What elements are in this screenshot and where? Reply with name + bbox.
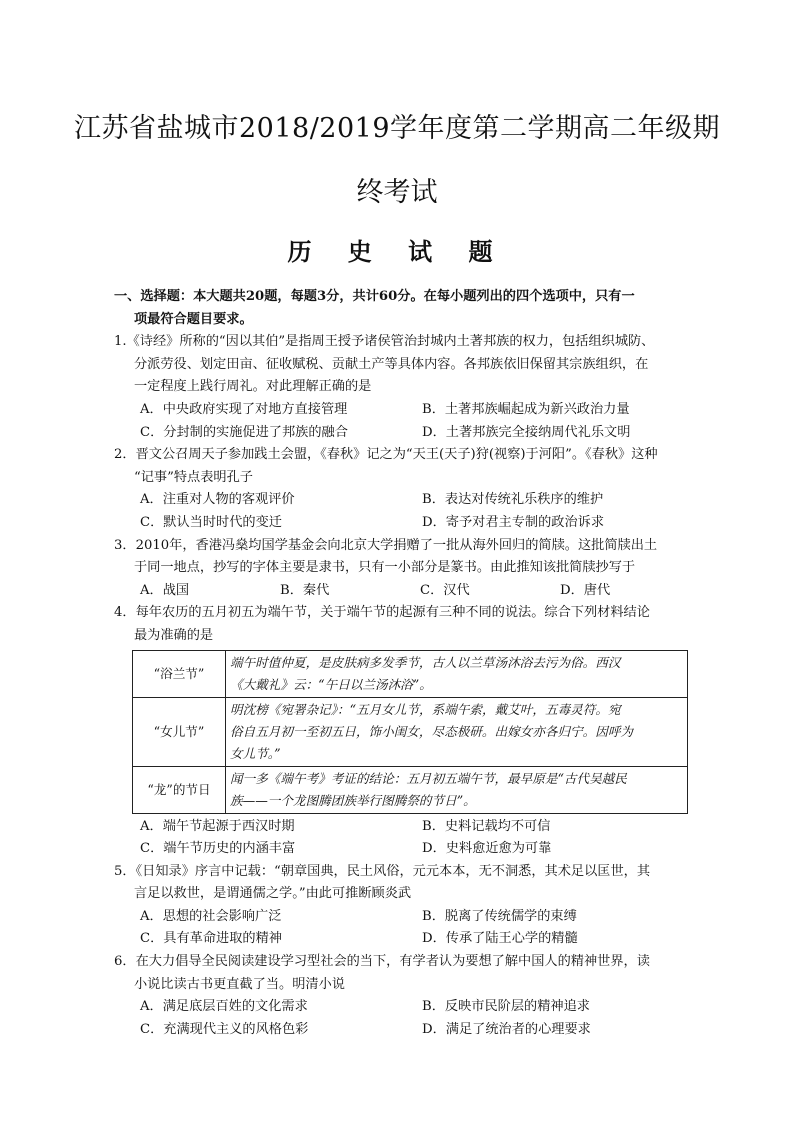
option-d[interactable]: D．土著邦族完全接纳周代礼乐文明 xyxy=(422,424,631,440)
question-1 xyxy=(114,331,688,444)
question-stem: 1.《诗经》所称的“因以其伯”是指周王授予诸侯管治封城内土著邦族的权力，包括组织城防、 xyxy=(114,334,655,350)
question-stem: 最为准确的是 xyxy=(134,627,214,643)
question-stem: 言足以救世，是谓通儒之学。”由此可推断顾炎武 xyxy=(134,886,412,902)
option-b[interactable]: B．秦代 xyxy=(280,582,330,598)
question-2 xyxy=(114,444,688,534)
row-label: “龙”的节日 xyxy=(133,766,226,813)
option-d[interactable]: D．寄予对君主专制的政治诉求 xyxy=(422,514,605,530)
question-stem: 一定程度上践行周礼。对此理解正确的是 xyxy=(134,379,372,395)
table-row xyxy=(133,697,688,766)
option-a[interactable]: A．中央政府实现了对地方直接管理 xyxy=(140,401,348,417)
option-c[interactable]: C．默认当时时代的变迁 xyxy=(140,514,282,530)
option-row xyxy=(114,512,688,535)
subject-title: 历 史 试 题 xyxy=(287,237,507,266)
row-text-line: 族——一个龙图腾团族举行图腾祭的节日”。 xyxy=(230,792,476,808)
exam-title-line1: 江苏省盐城市2018/2019学年度第二学期高二年级期 xyxy=(73,113,721,144)
row-text xyxy=(226,650,688,697)
question-stem: 3．2010年，香港冯燊均国学基金会向北京大学捐赠了一批从海外回归的简牍。这批简牍出土 xyxy=(114,537,658,553)
row-text xyxy=(226,697,688,766)
option-a[interactable]: A．端午节起源于西汉时期 xyxy=(140,818,295,834)
section-heading: 一、选择题：本大题共20题，每题3分，共计60分。在每小题列出的四个选项中，只有一 xyxy=(114,289,635,304)
option-row xyxy=(114,1019,688,1042)
option-row xyxy=(114,399,688,422)
question-6 xyxy=(114,951,688,1041)
question-stem: 2．晋文公召周天子参加践土会盟，《春秋》记之为“天王(天子)狩(视察)于河阳”。《春秋》这种 xyxy=(114,447,658,463)
option-c[interactable]: C．分封制的实施促进了邦族的融合 xyxy=(140,424,348,440)
question-3 xyxy=(114,535,688,603)
option-row xyxy=(114,928,688,951)
option-a[interactable]: A．思想的社会影响广泛 xyxy=(140,908,282,924)
option-d[interactable]: D．史料愈近愈为可靠 xyxy=(422,841,552,857)
option-c[interactable]: C．充满现代主义的风格色彩 xyxy=(140,1021,309,1037)
option-b[interactable]: B．脱离了传统儒学的束缚 xyxy=(422,908,577,924)
option-a[interactable]: A．满足底层百姓的文化需求 xyxy=(140,999,308,1015)
option-row xyxy=(114,580,688,603)
exam-body xyxy=(114,286,688,1041)
row-label: “浴兰节” xyxy=(133,650,226,697)
row-text-line: 闻一多《端午考》考证的结论：五月初五端午节，最早原是“古代吴越民 xyxy=(230,770,627,786)
row-text-line: 明沈榜《宛署杂记》：“五月女儿节，系端午索，戴艾叶，五毒灵符。宛 xyxy=(230,701,621,717)
option-row xyxy=(114,838,688,861)
option-row xyxy=(114,996,688,1019)
row-text-line: 端午时值仲夏，是皮肤病多发季节，古人以兰草汤沐浴去污为俗。西汉 xyxy=(230,654,621,670)
option-b[interactable]: B．反映市民阶层的精神追求 xyxy=(422,999,590,1015)
question-stem: 于同一地点，抄写的字体主要是隶书，只有一小部分是篆书。由此推知该批简牍抄写于 xyxy=(134,560,636,576)
option-b[interactable]: B．史料记载均不可信 xyxy=(422,818,551,834)
option-row xyxy=(114,489,688,512)
option-c[interactable]: C．具有革命进取的精神 xyxy=(140,931,282,947)
option-row xyxy=(114,816,688,839)
question-stem: 小说比读古书更直截了当。明清小说 xyxy=(134,976,345,992)
option-c[interactable]: C．汉代 xyxy=(420,582,470,598)
table-row xyxy=(133,766,688,813)
material-table xyxy=(132,650,688,814)
row-text-line: 俗自五月初一至初五日，饰小闺女，尽态极研。出嫁女亦各归宁。因呼为 xyxy=(230,723,633,739)
question-stem: 分派劳役、划定田亩、征收赋税、贡献土产等具体内容。各邦族依旧保留其宗族组织，在 xyxy=(134,356,649,372)
option-a[interactable]: A．战国 xyxy=(140,582,190,598)
table-row xyxy=(133,650,688,697)
row-text-line: 《大戴礼》云：“午日以兰汤沐浴”。 xyxy=(230,676,432,692)
question-4 xyxy=(114,602,688,860)
question-5 xyxy=(114,861,688,951)
option-c[interactable]: C．端午节历史的内涵丰富 xyxy=(140,841,296,857)
row-label: “女儿节” xyxy=(133,697,226,766)
row-text xyxy=(226,766,688,813)
question-stem: 6．在大力倡导全民阅读建设学习型社会的当下，有学者认为要想了解中国人的精神世界，读 xyxy=(114,954,650,970)
section-heading-cont: 项最符合题目要求。 xyxy=(134,311,253,327)
option-row xyxy=(114,422,688,445)
option-d[interactable]: D．唐代 xyxy=(560,582,611,598)
option-b[interactable]: B．表达对传统礼乐秩序的维护 xyxy=(422,492,604,508)
option-d[interactable]: D．满足了统治者的心理要求 xyxy=(422,1021,591,1037)
option-d[interactable]: D．传承了陆王心学的精髓 xyxy=(422,931,578,947)
option-b[interactable]: B．土著邦族崛起成为新兴政治力量 xyxy=(422,401,630,417)
question-stem: 4．每年农历的五月初五为端午节，关于端午节的起源有三种不同的说法。综合下列材料结论 xyxy=(114,605,650,621)
row-text-line: 女儿节。” xyxy=(230,745,281,761)
option-row xyxy=(114,906,688,929)
exam-title-line2: 终考试 xyxy=(356,177,438,208)
option-a[interactable]: A．注重对人物的客观评价 xyxy=(140,492,295,508)
question-stem: 5．《日知录》序言中记载：“朝章国典，民土风俗，元元本本，无不洞悉，其术足以匡世，其 xyxy=(114,863,651,879)
question-stem: “记事”特点表明孔子 xyxy=(134,469,253,485)
